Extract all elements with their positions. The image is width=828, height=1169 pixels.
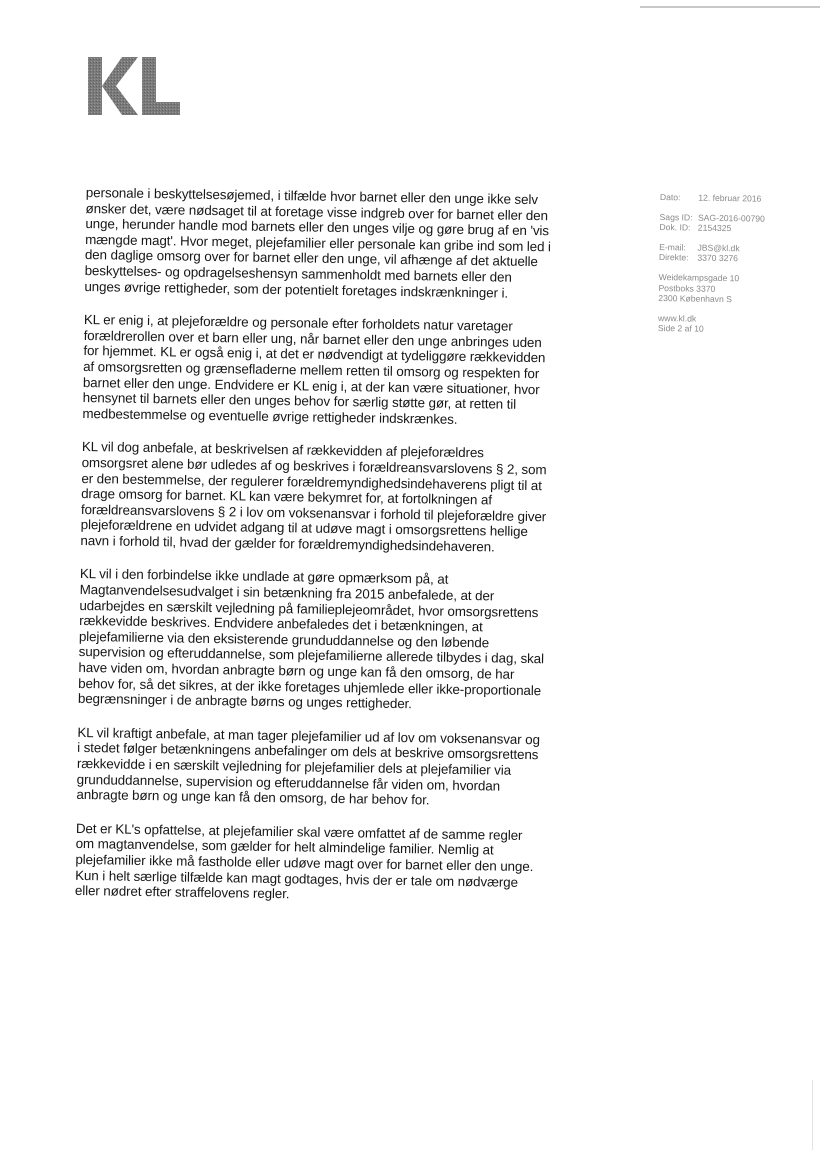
sags-id-label: Sags ID:	[659, 211, 693, 223]
direkte-label: Direkte:	[658, 252, 689, 263]
date-group	[660, 192, 810, 205]
paragraph-4: KL vil i den forbindelse ikke undlade at gøre opmærksom på, at Magtanvendelsesudvalget i sin betænkning fra 2015 anbefalede, at der udarbejdes en særskilt vejledning på familieplejeområdet, hvor omsorgsrettens rækkevidde beskrives. Endvidere anbefaledes det i betænkningen, at plejefamilierne via den eksisterende grunduddannelse og den løbende supervision og efteruddannelse, som plejefamilierne allerede tilbydes i dag, skal have viden om, hvordan anbragte børn og unge kan få den omsorg, de har behov for, så det sikres, at der ikke foretages uhjemlede eller ikke-proportionale begrænsninger i de anbragte børns og unges rettigheder.	[77, 566, 545, 712]
date-label: Dato:	[659, 192, 681, 203]
contact-group	[659, 242, 809, 266]
address-group	[658, 272, 808, 306]
scan-artifact-line	[640, 6, 820, 8]
email-value: JBS@kl.dk	[697, 242, 740, 254]
sags-id-value: SAG-2016-00790	[697, 212, 765, 224]
page-number: Side 2 af 10	[657, 323, 704, 335]
paragraph-6: Det er KL's opfattelse, at plejefamilier skal være omfattet af de samme regler om magtanvendelse, som gælder for helt almindelige familier. Nemlig at plejefamilier ikke må fastholde eller udøve magt over for barnet eller den unge. Kun i helt særlige tilfælde kan magt godtages, hvis der er tale om nødværge eller nødret efter straffelovens regler.	[74, 820, 534, 902]
direkte-value: 3370 3276	[697, 252, 739, 264]
web-address: www.kl.dk	[657, 312, 697, 324]
dok-id-label: Dok. ID:	[659, 222, 691, 233]
scan-edge-artifact	[812, 1080, 813, 1150]
date-line	[660, 192, 810, 205]
paragraph-1: personale i beskyttelsesøjemed, i tilfælde hvor barnet eller den unge ikke selv ønsker det, være nødsaget til at foretage visse indgreb over for barnet eller den unge, herunder handle mod barnets eller den unges vilje og gøre brug af en 'vis mængde magt'. Hvor meget, plejefamilier eller personale kan gribe ind som led i den daglige omsorg over for barnet eller den unge, vil afhænge af det aktuelle beskyttelses- og opdragelseshensyn sammenholdt med barnets eller den unges øvrige rettigheder, som der potentielt foretages indskrænkninger i.	[84, 185, 552, 301]
dok-id-value: 2154325	[697, 222, 732, 234]
ids-group	[659, 212, 809, 236]
address-postbox: Postboks 3370	[658, 282, 716, 294]
address-street: Weidekampsgade 10	[658, 271, 740, 284]
paragraph-2: KL er enig i, at plejeforældre og personale efter forholdets natur varetager forældrerollen over et barn eller ung, når barnet eller den unge anbringes uden for hjemmet. KL er også enig i, at det er nødvendigt at tydeliggøre rækkevidden af omsorgsretten og grænsefladerne mellem retten til omsorg og respekten for barnet eller den unge. Endvidere er KL enig i, at der kan være situationer, hvor hensynet til barnets eller den unges behov for særlig støtte gør, at retten til medbestemmelse og eventuelle øvrige rettigheder indskrænkes.	[82, 312, 546, 427]
web-group	[658, 313, 808, 337]
direkte-line	[659, 252, 809, 265]
paragraph-5: KL vil kraftigt anbefale, at man tager plejefamilier ud af lov om voksenansvar og i stedet følger betænkningens anbefalinger om dels at beskrive omsorgsrettens rækkevidde i en særskilt vejledning for plejefamilier dels at plejefamilier via grunduddannelse, supervision og efteruddannelse får viden om, hvordan anbragte børn og unge kan få den omsorg, de har behov for.	[76, 724, 541, 808]
dok-id-line	[659, 222, 809, 235]
email-label: E-mail:	[659, 241, 686, 253]
address-city: 2300 København S	[658, 293, 732, 305]
paragraph-3: KL vil dog anbefale, at beskrivelsen af rækkevidden af plejeforældres omsorgsret alene bør udledes af og beskrives i forældreansvarslovens § 2, som er den bestemmelse, der regulerer forældremyndighedsindehaverens pligt til at drage omsorg for barnet. KL kan være bekymret for, at fortolkningen af forældreansvarslovens § 2 i lov om voksenansvar i forhold til plejeforældre giver plejeforældrene en udvidet adgang til at udøve magt i omsorgsrettens hellige navn i forhold til, hvad der gælder for forældremyndighedsindehaveren.	[80, 439, 547, 555]
date-value: 12. februar 2016	[698, 192, 762, 204]
kl-logo	[88, 55, 180, 117]
letter-body	[75, 185, 552, 924]
letter-metadata-sidebar	[658, 192, 810, 345]
